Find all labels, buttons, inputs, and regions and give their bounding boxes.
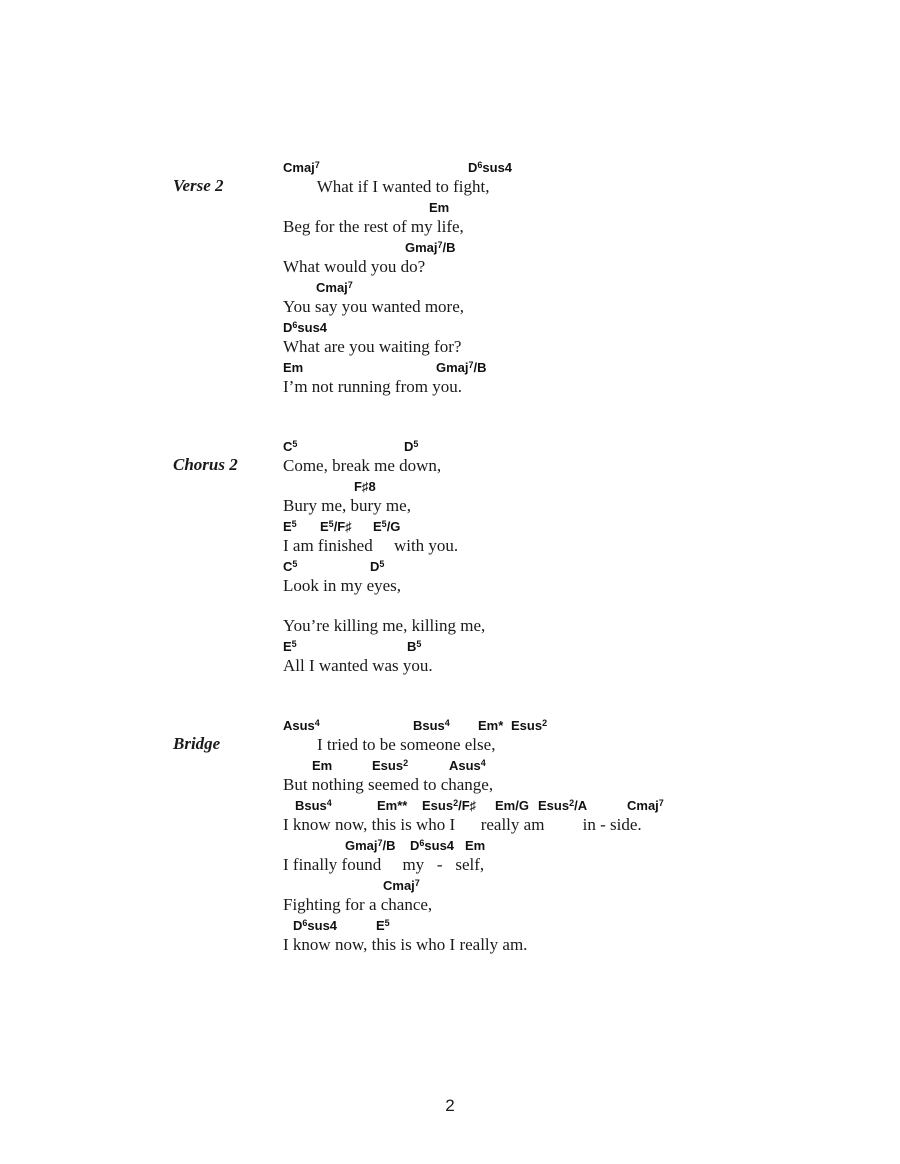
chord-root: Cmaj bbox=[283, 160, 315, 175]
chord-superscript: 5 bbox=[379, 559, 385, 569]
chord-root: Em bbox=[429, 200, 450, 215]
chord-superscript: 5 bbox=[381, 519, 387, 529]
chord-root: Bsus bbox=[413, 718, 445, 733]
chord-root: Em bbox=[465, 838, 486, 853]
chord bbox=[283, 559, 297, 574]
chord-root: Cmaj bbox=[627, 798, 659, 813]
chord-suffix: /F♯ bbox=[333, 519, 352, 534]
chorus-2-line bbox=[283, 559, 703, 599]
verse-2-line bbox=[283, 280, 703, 320]
bridge-line bbox=[283, 798, 703, 838]
chord bbox=[312, 758, 332, 773]
chord bbox=[295, 798, 332, 813]
chord-superscript: 7 bbox=[414, 878, 420, 888]
chord-row bbox=[283, 639, 703, 657]
chord-root: E bbox=[283, 519, 292, 534]
chord-root: E bbox=[373, 519, 382, 534]
chord-root: Gmaj bbox=[405, 240, 438, 255]
chord bbox=[422, 798, 476, 813]
page-number: 2 bbox=[445, 1096, 455, 1115]
chord-root: D bbox=[404, 439, 414, 454]
chord-row bbox=[283, 360, 703, 378]
chord-suffix: sus4 bbox=[297, 320, 328, 335]
lyric-line: I tried to be someone else, bbox=[283, 735, 496, 754]
chord-superscript: 4 bbox=[444, 718, 450, 728]
chord bbox=[405, 240, 456, 255]
chord bbox=[478, 718, 503, 733]
chord-suffix: /B bbox=[382, 838, 396, 853]
lyric-line: I’m not running from you. bbox=[283, 377, 462, 396]
chord-suffix: /B bbox=[442, 240, 456, 255]
chord-root: Esus bbox=[511, 718, 543, 733]
lyric-line: I know now, this is who I really am in - side. bbox=[283, 815, 642, 834]
chord-superscript: 7 bbox=[314, 160, 320, 170]
lyric-line: Beg for the rest of my life, bbox=[283, 217, 464, 236]
chord-row bbox=[283, 280, 703, 298]
chord-superscript: 5 bbox=[292, 439, 298, 449]
chord-root: Esus bbox=[372, 758, 404, 773]
chord-superscript: 4 bbox=[480, 758, 486, 768]
chord-superscript: 7 bbox=[377, 838, 383, 848]
chord bbox=[316, 280, 353, 295]
lyric-line: You’re killing me, killing me, bbox=[283, 616, 486, 635]
chord-row bbox=[283, 479, 703, 497]
chord-root: E bbox=[283, 639, 292, 654]
chord bbox=[429, 200, 449, 215]
chorus-2-line bbox=[283, 639, 703, 679]
chord-row bbox=[283, 200, 703, 218]
chord-row bbox=[283, 838, 703, 856]
bridge-line bbox=[283, 918, 703, 958]
chord bbox=[410, 838, 454, 853]
chord-row bbox=[283, 718, 703, 736]
chord bbox=[377, 798, 407, 813]
chord bbox=[436, 360, 487, 375]
chord bbox=[449, 758, 486, 773]
chord bbox=[320, 519, 352, 534]
bridge-line bbox=[283, 758, 703, 798]
chorus-2-line bbox=[283, 519, 703, 559]
chord-root: D bbox=[293, 918, 303, 933]
chord-superscript: 5 bbox=[384, 918, 390, 928]
chord-root: Bsus bbox=[295, 798, 327, 813]
chord-superscript: 2 bbox=[569, 798, 575, 808]
chord bbox=[283, 320, 327, 335]
chord-superscript: 5 bbox=[291, 639, 297, 649]
chord-superscript: 5 bbox=[416, 639, 422, 649]
lyric-line: Look in my eyes, bbox=[283, 576, 402, 595]
chord bbox=[468, 160, 512, 175]
chord-root: D bbox=[370, 559, 380, 574]
chord-root: C bbox=[283, 559, 293, 574]
chord-root: Em* bbox=[478, 718, 504, 733]
chord bbox=[283, 439, 297, 454]
chord bbox=[465, 838, 485, 853]
chord-root: Em bbox=[312, 758, 333, 773]
chord-superscript: 4 bbox=[326, 798, 332, 808]
chord bbox=[373, 519, 400, 534]
chord-root: Cmaj bbox=[383, 878, 415, 893]
chord-suffix: sus4 bbox=[482, 160, 513, 175]
chord-row bbox=[283, 878, 703, 896]
chord-root: F♯ bbox=[354, 479, 369, 494]
chord-root: B bbox=[407, 639, 417, 654]
chord-row bbox=[283, 918, 703, 936]
chord-superscript: 7 bbox=[437, 240, 443, 250]
chord-row bbox=[283, 519, 703, 537]
chord bbox=[511, 718, 547, 733]
chord-row bbox=[283, 798, 703, 816]
section-label-bridge: Bridge bbox=[173, 734, 221, 753]
lyric-line: I finally found my - self, bbox=[283, 855, 485, 874]
chord bbox=[354, 479, 376, 494]
verse-2-line bbox=[283, 320, 703, 360]
chord-superscript: 6 bbox=[302, 918, 308, 928]
chord-root: Asus bbox=[449, 758, 481, 773]
chord-superscript: 7 bbox=[347, 280, 353, 290]
chord bbox=[383, 878, 420, 893]
chord-row bbox=[283, 160, 703, 178]
lyric-line: What would you do? bbox=[283, 257, 426, 276]
chord-root: Asus bbox=[283, 718, 315, 733]
chord-superscript: 2 bbox=[403, 758, 409, 768]
chord-superscript: 7 bbox=[468, 360, 474, 370]
chord-suffix: 8 bbox=[368, 479, 376, 494]
chord-superscript: 6 bbox=[292, 320, 298, 330]
chord bbox=[407, 639, 421, 654]
chord-superscript: 7 bbox=[658, 798, 664, 808]
chord bbox=[345, 838, 396, 853]
chord bbox=[293, 918, 337, 933]
chord-suffix: sus4 bbox=[424, 838, 455, 853]
verse-2-line bbox=[283, 240, 703, 280]
chord-root: E bbox=[320, 519, 329, 534]
chord-suffix: /B bbox=[473, 360, 487, 375]
chord bbox=[372, 758, 408, 773]
chord-superscript: 6 bbox=[477, 160, 483, 170]
chord-root: Em** bbox=[377, 798, 408, 813]
section-label-verse-2: Verse 2 bbox=[173, 176, 224, 195]
chord-root: Em bbox=[283, 360, 304, 375]
bridge-line bbox=[283, 878, 703, 918]
chord-root: D bbox=[410, 838, 420, 853]
chord bbox=[283, 160, 320, 175]
chord-row bbox=[283, 240, 703, 258]
chord-superscript: 5 bbox=[292, 559, 298, 569]
chord bbox=[538, 798, 587, 813]
lyric-line: I know now, this is who I really am. bbox=[283, 935, 528, 954]
lyric-line: Come, break me down, bbox=[283, 456, 442, 475]
chord-superscript: 4 bbox=[314, 718, 320, 728]
chord-root: Cmaj bbox=[316, 280, 348, 295]
chord-suffix: sus4 bbox=[307, 918, 338, 933]
chord bbox=[283, 639, 297, 654]
chord-root: D bbox=[468, 160, 478, 175]
chord-root: D bbox=[283, 320, 293, 335]
lyric-line: Bury me, bury me, bbox=[283, 496, 411, 515]
verse-2-line bbox=[283, 160, 703, 200]
lyric-line: What if I wanted to fight, bbox=[283, 177, 490, 196]
chord-root: E bbox=[376, 918, 385, 933]
chord-superscript: 2 bbox=[542, 718, 548, 728]
lyric-line: What are you waiting for? bbox=[283, 337, 462, 356]
lyric-line: Fighting for a chance, bbox=[283, 895, 433, 914]
chord-row bbox=[283, 439, 703, 457]
chord-suffix: /A bbox=[574, 798, 588, 813]
chord bbox=[627, 798, 664, 813]
section-label-chorus-2: Chorus 2 bbox=[173, 455, 238, 474]
chord-superscript: 5 bbox=[413, 439, 419, 449]
chord bbox=[376, 918, 390, 933]
chord-suffix: /G bbox=[386, 519, 401, 534]
chord-root: C bbox=[283, 439, 293, 454]
bridge-line bbox=[283, 838, 703, 878]
chord-root: Gmaj bbox=[345, 838, 378, 853]
chord bbox=[283, 519, 297, 534]
chorus-2-line bbox=[283, 439, 703, 479]
lyric-line: You say you wanted more, bbox=[283, 297, 465, 316]
lyric-line: But nothing seemed to change, bbox=[283, 775, 494, 794]
chord-root: Esus bbox=[538, 798, 570, 813]
chord bbox=[413, 718, 450, 733]
chord-suffix: /F♯ bbox=[458, 798, 477, 813]
verse-2-line bbox=[283, 200, 703, 240]
chord-superscript: 5 bbox=[328, 519, 334, 529]
chorus-2-line bbox=[283, 599, 703, 639]
verse-2-line bbox=[283, 360, 703, 400]
chord-root: Em/G bbox=[495, 798, 529, 813]
chord bbox=[283, 360, 303, 375]
chord bbox=[404, 439, 418, 454]
chorus-2-line bbox=[283, 479, 703, 519]
chord bbox=[495, 798, 529, 813]
bridge-line bbox=[283, 718, 703, 758]
chord-row bbox=[283, 559, 703, 577]
lyric-line: I am finished with you. bbox=[283, 536, 459, 555]
chord-superscript: 6 bbox=[419, 838, 425, 848]
chord-superscript: 2 bbox=[453, 798, 459, 808]
chord bbox=[283, 718, 320, 733]
chord bbox=[370, 559, 384, 574]
chord-row bbox=[283, 599, 703, 617]
chord-row bbox=[283, 758, 703, 776]
chord-superscript: 5 bbox=[291, 519, 297, 529]
lyric-line: All I wanted was you. bbox=[283, 656, 433, 675]
chord-root: Gmaj bbox=[436, 360, 469, 375]
chord-row bbox=[283, 320, 703, 338]
chord-root: Esus bbox=[422, 798, 454, 813]
